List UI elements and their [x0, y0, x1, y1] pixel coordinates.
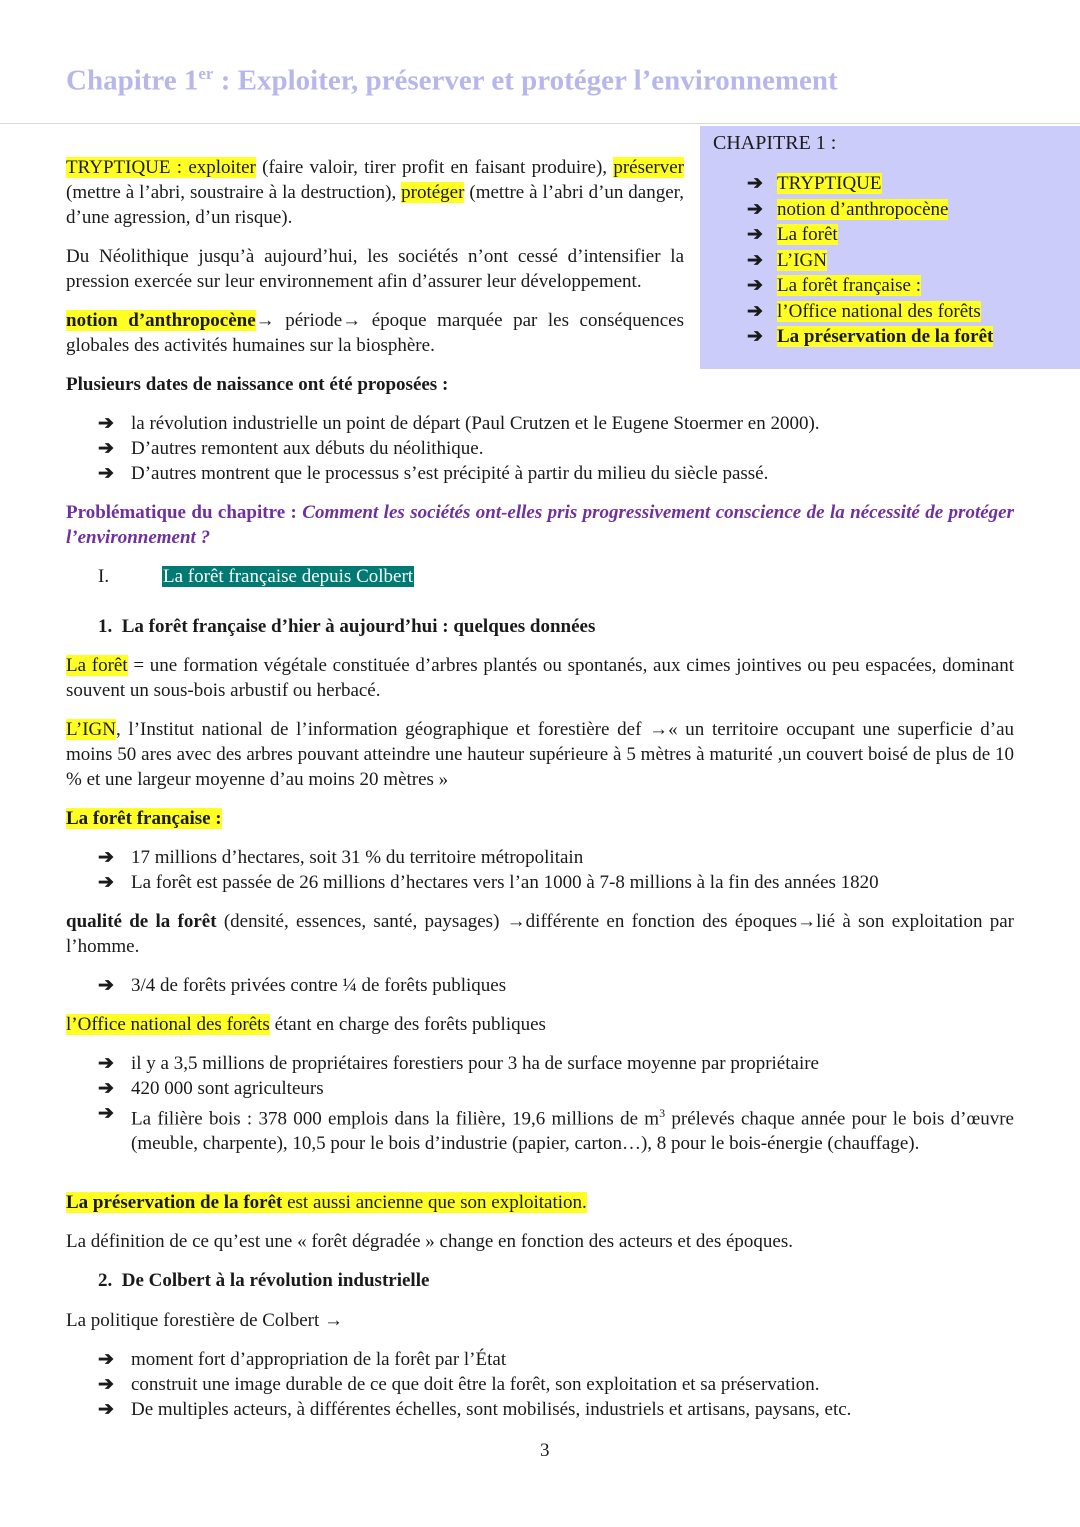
subsection-title: 1. La forêt française d’hier à aujourd’hui : quelques données — [98, 616, 596, 637]
list-item: ➔ D’autres remontent aux débuts du néolithique. — [98, 438, 484, 459]
arrow-icon: ➔ — [747, 224, 763, 245]
list-item: ➔ La filière bois : 378 000 emplois dans la filière, 19,6 millions de $m^3$ prélevés chaque année pour le bois d’œuvre (meuble, charpente), 10,5 pour le bois d’industrie (papier, carton…), 8 pour le bois-énergie (chauffage). — [98, 1103, 1014, 1155]
header-divider — [0, 123, 1080, 124]
tryptique-paragraph: TRYPTIQUE : exploiter (faire valoir, tirer profit en faisant produire), préserver (mettre à l’abri, soustraire à la destruction), protéger (mettre à l’abri d’un danger, d’une agression, d’un risque). — [66, 157, 685, 228]
list-item: ➔ D’autres montrent que le processus s’est précipité à partir du milieu du siècle passé. — [98, 463, 769, 484]
foret-definition: La forêt = une formation végétale constituée d’arbres plantés ou spontanés, aux cimes jointives ou peu espacées, dominant souvent un sous-bois arbustif ou herbacé. — [66, 655, 1015, 701]
onf-paragraph: l’Office national des forêts étant en charge des forêts publiques — [66, 1014, 546, 1035]
arrow-icon: ➔ — [747, 275, 763, 296]
colbert-intro: La politique forestière de Colbert → — [66, 1310, 343, 1331]
summary-item: ➔ La forêt — [747, 222, 993, 248]
list-item: ➔ il y a 3,5 millions de propriétaires forestiers pour 3 ha de surface moyenne par propriétaire — [98, 1053, 819, 1074]
summary-list — [747, 171, 993, 350]
summary-item: ➔ La forêt française : — [747, 273, 993, 299]
summary-title: CHAPITRE 1 : — [713, 132, 837, 154]
list-item: ➔ construit une image durable de ce que doit être la forêt, son exploitation et sa préservation. — [98, 1374, 820, 1395]
arrow-icon: ➔ — [747, 198, 763, 220]
subsection-title: 2. De Colbert à la révolution industrielle — [98, 1270, 430, 1291]
degradee-paragraph: La définition de ce qu’est une « forêt dégradée » change en fonction des acteurs et des époques. — [66, 1231, 793, 1252]
list-item: ➔ 3/4 de forêts privées contre ¼ de forêts publiques — [98, 975, 507, 996]
list-item: ➔ la révolution industrielle un point de départ (Paul Crutzen et le Eugene Stoermer en 2000). — [98, 413, 820, 434]
section-numeral: I. — [98, 566, 110, 587]
list-item: ➔ De multiples acteurs, à différentes échelles, sont mobilisés, industriels et artisans, paysans, etc. — [98, 1399, 852, 1420]
list-item: ➔ 420 000 sont agriculteurs — [98, 1078, 324, 1099]
list-item: ➔ 17 millions d’hectares, soit 31 % du territoire métropolitain — [98, 847, 584, 868]
qualite-paragraph: qualité de la forêt (densité, essences, santé, paysages) →différente en fonction des époques→lié à son exploitation par l’homme. — [66, 911, 1014, 957]
list-item: ➔ moment fort d’appropriation de la forêt par l’État — [98, 1349, 507, 1370]
anthropocene-paragraph: notion d’anthropocène→ période→ époque marquée par les conséquences globales des activités humaines sur la biosphère. — [66, 310, 684, 356]
neolithique-paragraph: Du Néolithique jusqu’à aujourd’hui, les sociétés n’ont cessé d’intensifier la pression exercée sur leur environnement afin d’assurer leur développement. — [66, 246, 684, 292]
summary-item: ➔ L’IGN — [747, 248, 993, 274]
arrow-icon: ➔ — [747, 300, 763, 322]
arrow-icon: ➔ — [747, 249, 763, 271]
foret-francaise-heading: La forêt française : — [66, 808, 222, 829]
dates-heading: Plusieurs dates de naissance ont été proposées : — [66, 374, 449, 395]
ign-definition: L’IGN, l’Institut national de l’information géographique et forestière def →« un territoire occupant une superficie d’au moins 50 ares avec des arbres pouvant atteindre une hauteur supérieure à 5 mètres à maturité ,un couvert boisé de plus de 10 % et une largeur moyenne d’au moins 20 mètres » — [66, 719, 1014, 790]
summary-item: ➔ l’Office national des forêts — [747, 299, 993, 325]
arrow-icon: ➔ — [747, 173, 763, 194]
page-header-title: Chapitre 1er : Exploiter, préserver et protéger l’environnement — [66, 64, 838, 97]
problematique: Problématique du chapitre : Comment les sociétés ont-elles pris progressivement conscience de la nécessité de protéger l’environnement ? — [66, 502, 1014, 548]
section-title: La forêt française depuis Colbert — [163, 566, 414, 587]
arrow-icon: ➔ — [747, 326, 763, 347]
chapter-summary-box — [700, 126, 1080, 369]
preservation-paragraph: La préservation de la forêt est aussi ancienne que son exploitation. — [66, 1192, 587, 1213]
summary-item: ➔ TRYPTIQUE — [747, 171, 993, 197]
summary-item: ➔ notion d’anthropocène — [747, 197, 993, 223]
page-number: 3 — [540, 1440, 550, 1461]
list-item: ➔ La forêt est passée de 26 millions d’hectares vers l’an 1000 à 7-8 millions à la fin des années 1820 — [98, 872, 879, 893]
summary-item: ➔ La préservation de la forêt — [747, 324, 993, 350]
